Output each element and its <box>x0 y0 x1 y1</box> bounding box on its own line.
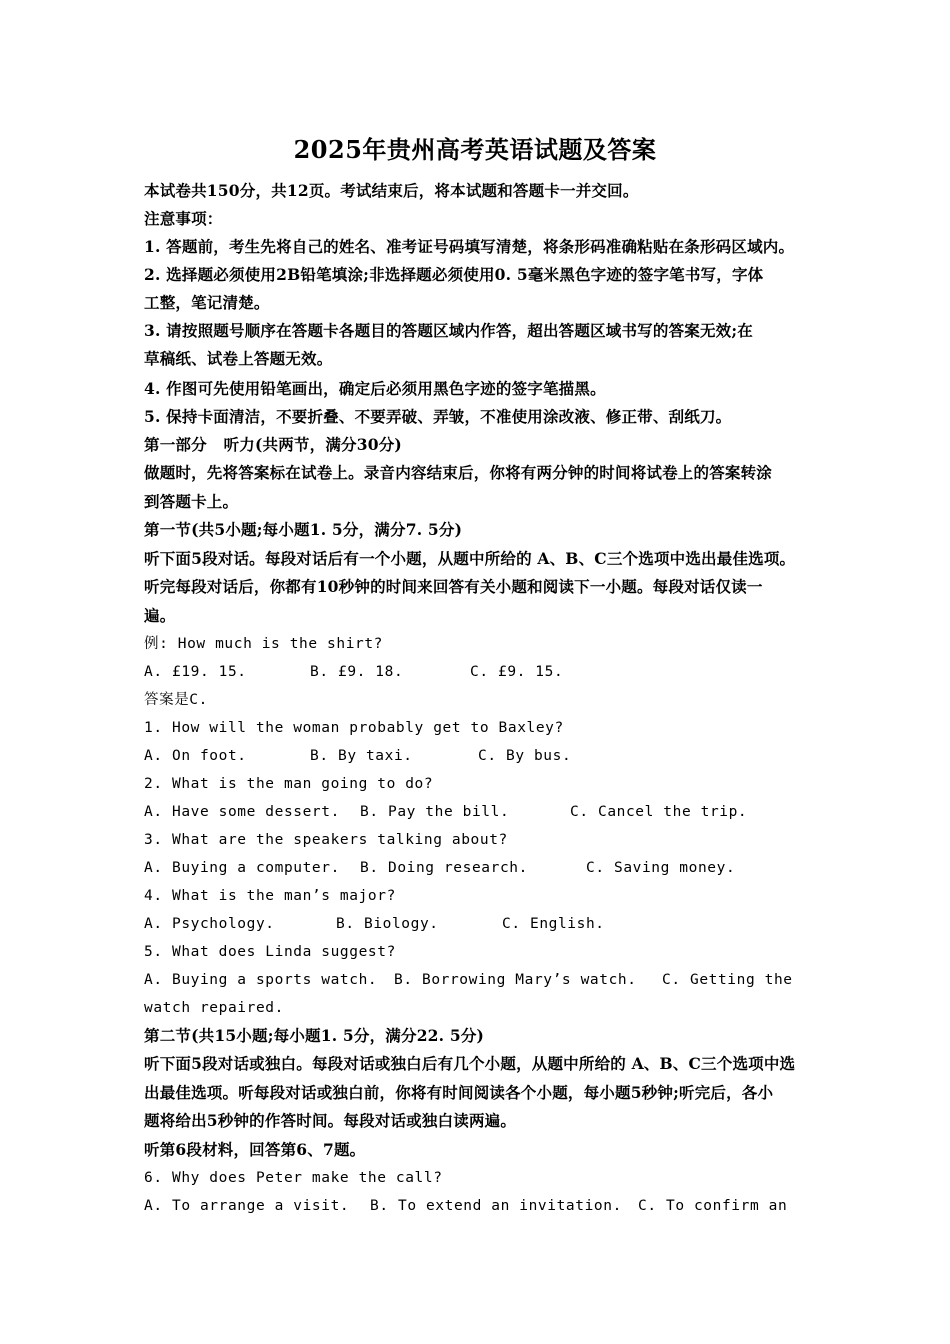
example-answer: 答案是C. <box>144 692 208 708</box>
question-4: 4. What is the man’s major? <box>144 888 396 904</box>
q3-option-c: C. Saving money. <box>586 860 736 876</box>
example-option-a: A. £19. 15. <box>144 664 247 680</box>
section1-instruction: 听完每段对话后，你都有10秒钟的时间来回答有关小题和阅读下一小题。每段对话仅读一 <box>144 577 763 596</box>
section2-instruction: 题将给出5秒钟的作答时间。每段对话或独白读两遍。 <box>144 1111 517 1130</box>
q5-option-c: C. Getting the <box>662 972 793 988</box>
question-1: 1. How will the woman probably get to Baxley? <box>144 720 564 736</box>
part1-instruction: 到答题卡上。 <box>144 492 239 511</box>
intro-text: 本试卷共150分，共12页。考试结束后，将本试题和答题卡一并交回。 <box>144 181 639 200</box>
q3-option-a: A. Buying a computer. <box>144 860 340 876</box>
notice-line: 4. 作图可先使用铅笔画出，确定后必须用黑色字迹的签字笔描黑。 <box>144 379 606 398</box>
notice-line: 5. 保持卡面清洁，不要折叠、不要弄破、弄皱，不准使用涂改液、修正带、刮纸刀。 <box>144 407 732 426</box>
q2-option-a: A. Have some dessert. <box>144 804 340 820</box>
notice-line: 工整，笔记清楚。 <box>144 293 270 312</box>
part1-heading: 第一部分 听力(共两节，满分30分) <box>144 435 402 454</box>
q1-option-c: C. By bus. <box>478 748 572 764</box>
q4-option-a: A. Psychology. <box>144 916 275 932</box>
q5-option-b: B. Borrowing Mary’s watch. <box>394 972 637 988</box>
example-option-b: B. £9. 18. <box>310 664 404 680</box>
q5-option-c-continuation: watch repaired. <box>144 1000 284 1016</box>
q2-option-c: C. Cancel the trip. <box>570 804 748 820</box>
q3-option-b: B. Doing research. <box>360 860 528 876</box>
q6-option-a: A. To arrange a visit. <box>144 1198 350 1214</box>
page-title: 2025年贵州高考英语试题及答案 <box>293 135 657 164</box>
notice-line: 3. 请按照题号顺序在答题卡各题目的答题区域内作答，超出答题区域书写的答案无效;在 <box>144 321 754 340</box>
section1-heading: 第一节(共5小题;每小题1. 5分，满分7. 5分) <box>144 520 463 539</box>
q2-option-b: B. Pay the bill. <box>360 804 510 820</box>
part1-instruction: 做题时，先将答案标在试卷上。录音内容结束后，你将有两分钟的时间将试卷上的答案转涂 <box>144 463 773 482</box>
question-6: 6. Why does Peter make the call? <box>144 1170 443 1186</box>
q6-option-c: C. To confirm an <box>638 1198 788 1214</box>
notice-heading: 注意事项： <box>144 209 223 228</box>
section2-heading: 第二节(共15小题;每小题1. 5分，满分22. 5分) <box>144 1026 485 1045</box>
q4-option-c: C. English. <box>502 916 605 932</box>
section2-instruction: 听下面5段对话或独白。每段对话或独白后有几个小题，从题中所给的 A、B、C三个选项中选 <box>144 1054 796 1073</box>
q6-option-b: B. To extend an invitation. <box>370 1198 622 1214</box>
question-2: 2. What is the man going to do? <box>144 776 434 792</box>
q1-option-b: B. By taxi. <box>310 748 413 764</box>
notice-line: 2. 选择题必须使用2B铅笔填涂;非选择题必须使用0. 5毫米黑色字迹的签字笔书写，字体 <box>144 265 764 284</box>
section2-instruction: 出最佳选项。听每段对话或独白前，你将有时间阅读各个小题，每小题5秒钟;听完后，各小 <box>144 1083 774 1102</box>
material-heading: 听第6段材料，回答第6、7题。 <box>144 1140 366 1159</box>
example-option-c: C. £9. 15. <box>470 664 564 680</box>
q1-option-a: A. On foot. <box>144 748 247 764</box>
question-5: 5. What does Linda suggest? <box>144 944 396 960</box>
notice-line: 1. 答题前，考生先将自己的姓名、准考证号码填写清楚，将条形码准确粘贴在条形码区域内。 <box>144 237 795 256</box>
q4-option-b: B. Biology. <box>336 916 439 932</box>
example-question: 例: How much is the shirt? <box>144 636 384 652</box>
section1-instruction: 遍。 <box>144 606 176 625</box>
question-3: 3. What are the speakers talking about? <box>144 832 508 848</box>
notice-line: 草稿纸、试卷上答题无效。 <box>144 349 333 368</box>
q5-option-a: A. Buying a sports watch. <box>144 972 378 988</box>
section1-instruction: 听下面5段对话。每段对话后有一个小题，从题中所给的 A、B、C三个选项中选出最佳选项。 <box>144 549 796 568</box>
